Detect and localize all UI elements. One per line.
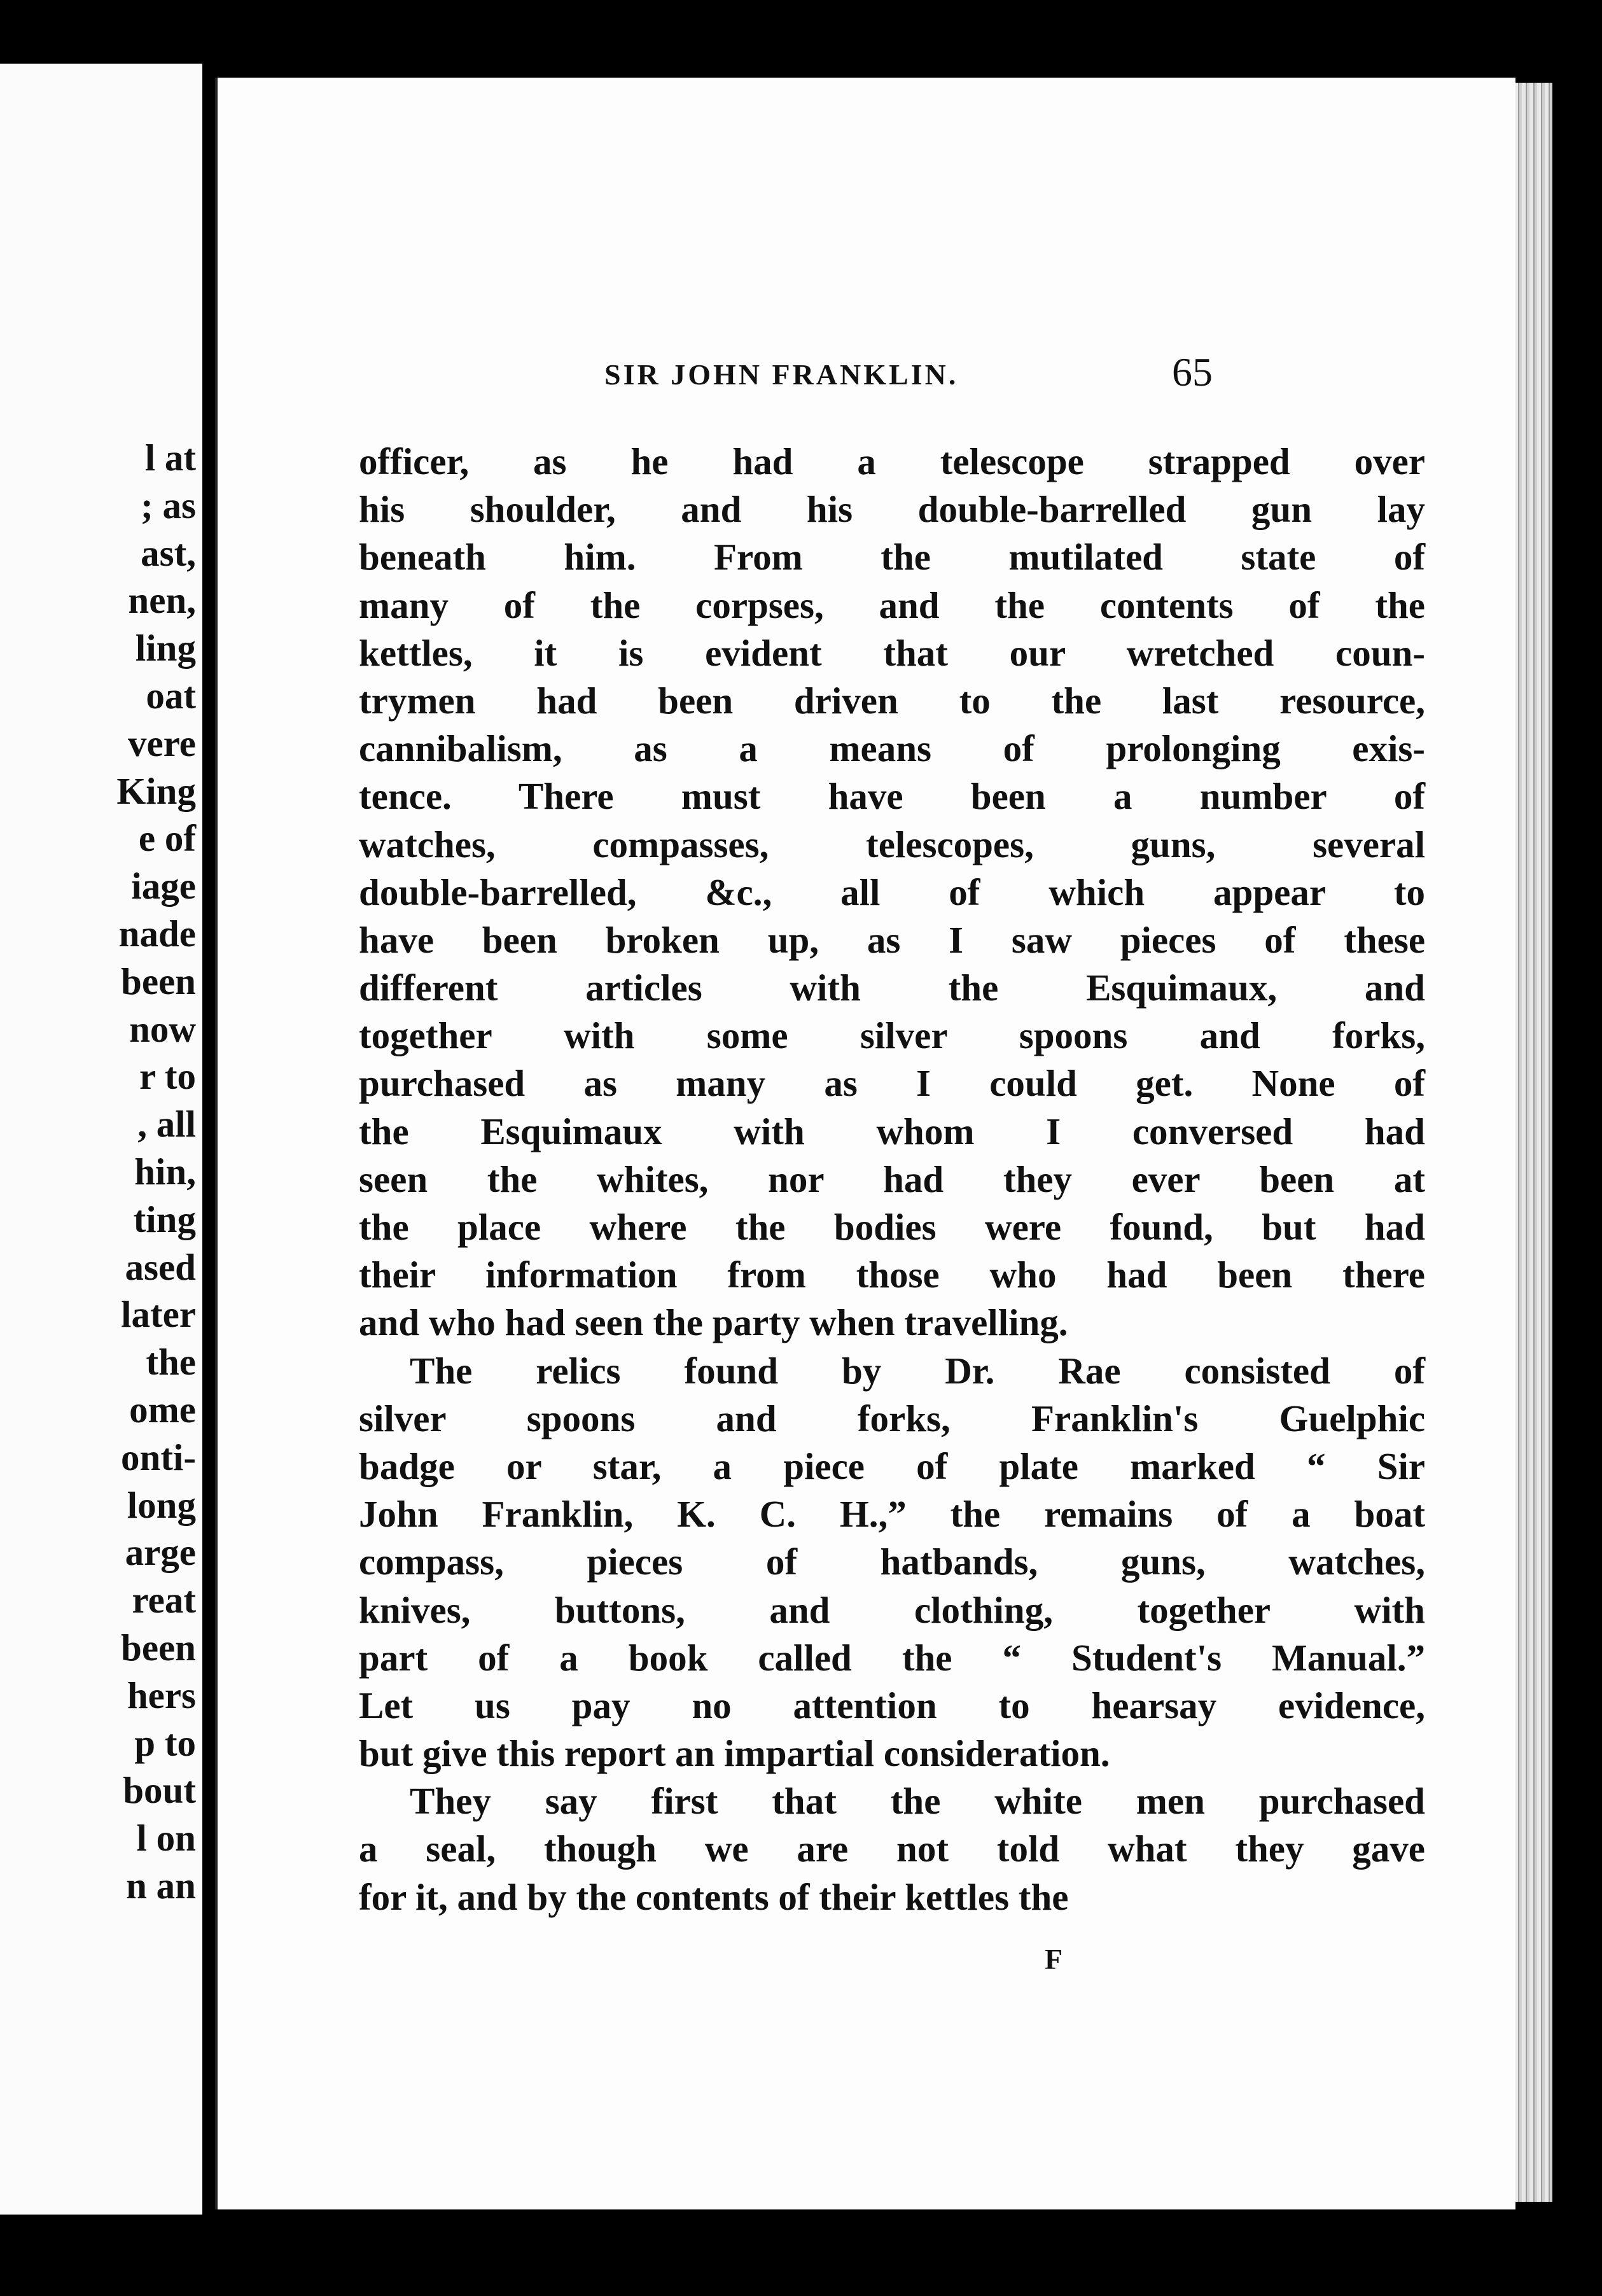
facing-page-fragment: arge: [125, 1531, 196, 1574]
running-head: SIR JOHN FRANKLIN.: [604, 358, 959, 391]
facing-page-fragment: been: [121, 960, 196, 1002]
text-line: double-barrelled, &c., all of which appear to: [359, 871, 1425, 913]
page-edges: [1514, 83, 1552, 2202]
text-line: trymen had been driven to the last resource,: [359, 679, 1425, 722]
text-line: watches, compasses, telescopes, guns, several: [359, 823, 1425, 865]
text-line: have been broken up, as I saw pieces of these: [359, 918, 1425, 961]
text-line: The relics found by Dr. Rae consisted of: [410, 1349, 1425, 1392]
facing-page-fragment: e of: [138, 817, 196, 860]
page-number: 65: [1172, 349, 1213, 395]
facing-page-fragment: the: [146, 1341, 196, 1383]
facing-page-fragment: King: [116, 769, 196, 812]
facing-page-fragment: hin,: [134, 1150, 196, 1193]
facing-page-fragment: ; as: [141, 484, 196, 526]
text-line: the Esquimaux with whom I conversed had: [359, 1110, 1425, 1152]
facing-page-fragment: ome: [129, 1388, 196, 1431]
text-line: badge or star, a piece of plate marked “ Sir: [359, 1445, 1425, 1487]
facing-page-fragment: ling: [135, 627, 196, 669]
text-line: tence. There must have been a number of: [359, 775, 1425, 818]
text-line: beneath him. From the mutilated state of: [359, 536, 1425, 578]
facing-page-fragment: l at: [144, 437, 196, 479]
text-line: many of the corpses, and the contents of the: [359, 584, 1425, 626]
facing-page-fragment: onti-: [121, 1436, 196, 1478]
text-line: different articles with the Esquimaux, and: [359, 967, 1425, 1009]
text-line: Let us pay no attention to hearsay evidence,: [359, 1684, 1425, 1726]
text-line: John Franklin, K. C. H.,” the remains of a boat: [359, 1493, 1425, 1536]
text-line: a seal, though we are not told what they gave: [359, 1828, 1425, 1870]
book-page: [215, 78, 1515, 2209]
text-line: kettles, it is evident that our wretched coun-: [359, 631, 1425, 674]
facing-page-fragment: ased: [125, 1245, 196, 1288]
paragraph: [359, 438, 1425, 1347]
facing-page-fragment: nade: [118, 912, 196, 955]
text-line: and who had seen the party when travelling.: [359, 1301, 1068, 1344]
facing-page-fragment: been: [121, 1626, 196, 1669]
facing-page-fragment: later: [121, 1293, 196, 1336]
facing-page-fragment: p to: [134, 1721, 196, 1764]
facing-page-fragment: bout: [123, 1769, 196, 1812]
text-line: They say first that the white men purchased: [410, 1780, 1425, 1823]
text-line: officer, as he had a telescope strapped over: [359, 440, 1425, 482]
facing-page-fragment: ting: [133, 1198, 196, 1240]
facing-page-fragment: hers: [127, 1674, 196, 1716]
body-text: [359, 438, 1425, 1921]
facing-page-text-fragments: [116, 434, 196, 1910]
text-line: for it, and by the contents of their kettles the: [359, 1875, 1069, 1918]
signature-mark: F: [1045, 1943, 1063, 1975]
paragraph: [359, 1347, 1425, 1778]
text-line: their information from those who had been there: [359, 1254, 1425, 1296]
text-line: silver spoons and forks, Franklin's Guelphic: [359, 1397, 1425, 1439]
facing-page-fragment: reat: [132, 1579, 196, 1621]
paragraph: [359, 1777, 1425, 1921]
text-line: part of a book called the “ Student's Manual.”: [359, 1636, 1425, 1679]
facing-page-fragment: vere: [128, 722, 196, 764]
text-line: his shoulder, and his double-barrelled gun lay: [359, 488, 1425, 531]
text-line: the place where the bodies were found, but had: [359, 1206, 1425, 1248]
facing-page-left: [0, 64, 202, 2215]
facing-page-fragment: ast,: [141, 531, 196, 574]
facing-page-fragment: oat: [146, 674, 196, 717]
text-line: seen the whites, nor had they ever been at: [359, 1158, 1425, 1200]
facing-page-fragment: nen,: [128, 579, 196, 622]
facing-page-fragment: r to: [139, 1055, 196, 1098]
text-line: knives, buttons, and clothing, together with: [359, 1588, 1425, 1631]
text-line: cannibalism, as a means of prolonging exis-: [359, 727, 1425, 770]
text-line: purchased as many as I could get. None of: [359, 1062, 1425, 1105]
facing-page-fragment: iage: [131, 865, 196, 907]
facing-page-fragment: , all: [137, 1103, 196, 1145]
text-line: compass, pieces of hatbands, guns, watches,: [359, 1541, 1425, 1583]
page-header: [218, 349, 1213, 409]
facing-page-fragment: long: [127, 1483, 196, 1526]
facing-page-fragment: n an: [126, 1864, 196, 1907]
text-line: together with some silver spoons and forks,: [359, 1014, 1425, 1057]
facing-page-fragment: l on: [136, 1817, 196, 1859]
text-line: but give this report an impartial consideration.: [359, 1732, 1110, 1775]
facing-page-fragment: now: [129, 1007, 196, 1050]
